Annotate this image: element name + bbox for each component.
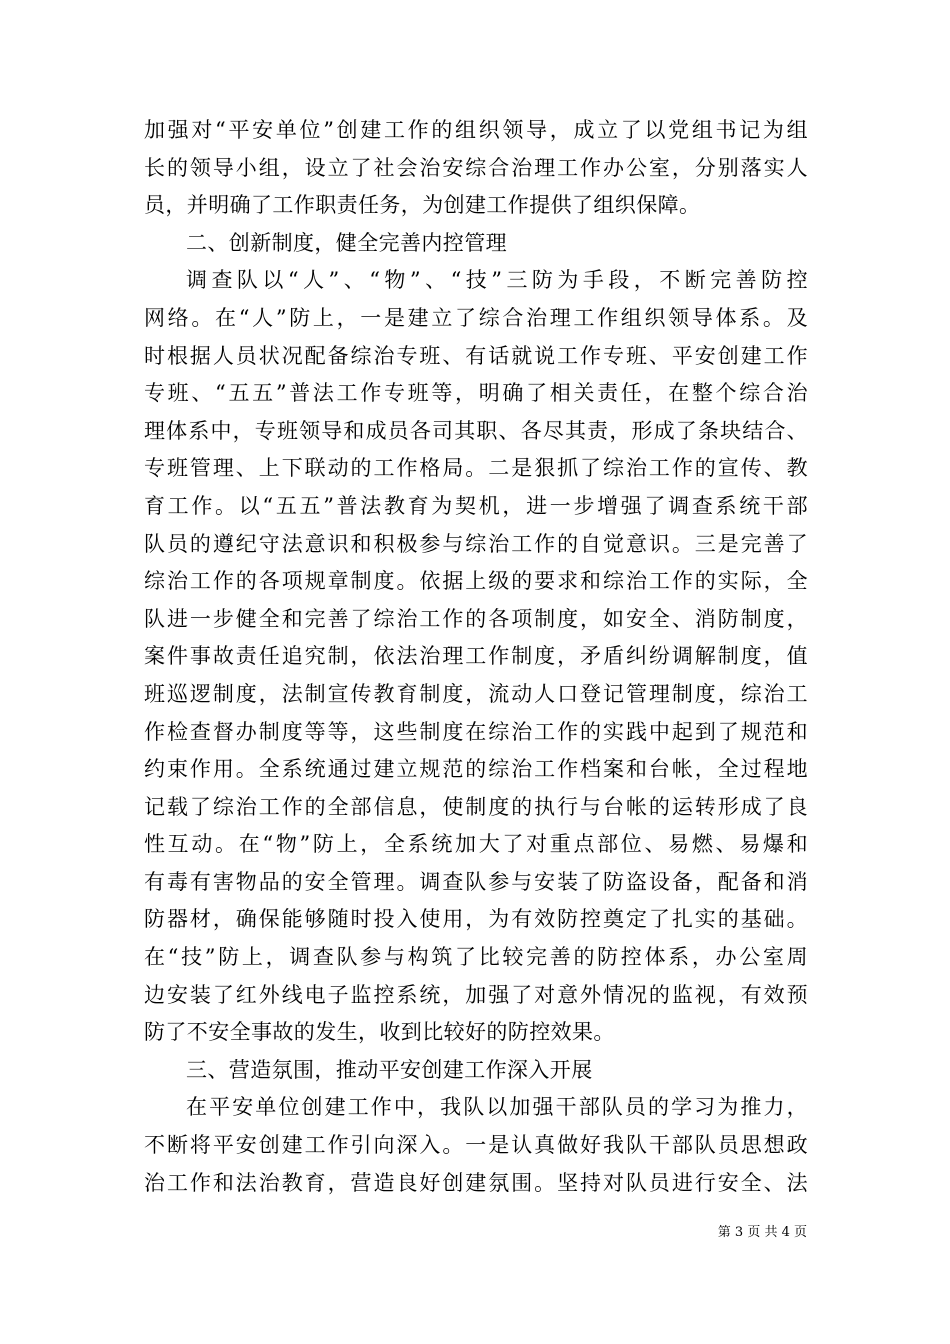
text-line: 防了不安全事故的发生，收到比较好的防控效果。 bbox=[144, 1020, 615, 1045]
text-line: 队进一步健全和完善了综治工作的各项制度，如安全、消防制度， bbox=[144, 606, 808, 631]
text-line: 治工作和法治教育，营造良好创建氛围。坚持对队员进行安全、法 bbox=[144, 1170, 808, 1195]
text-line: 在“技”防上，调查队参与构筑了比较完善的防控体系，办公室周 bbox=[144, 945, 808, 970]
text-line: 时根据人员状况配备综治专班、有话就说工作专班、平安创建工作 bbox=[144, 343, 808, 368]
document-body bbox=[144, 112, 808, 1202]
text-line: 长的领导小组，设立了社会治安综合治理工作办公室，分别落实人 bbox=[144, 155, 808, 180]
section-heading-3: 三、营造氛围，推动平安创建工作深入开展 bbox=[186, 1057, 593, 1082]
text-line: 性互动。在“物”防上，全系统加大了对重点部位、易燃、易爆和 bbox=[144, 832, 808, 857]
text-line: 防器材，确保能够随时投入使用，为有效防控奠定了扎实的基础。 bbox=[144, 907, 808, 932]
text-line: 边安装了红外线电子监控系统，加强了对意外情况的监视，有效预 bbox=[144, 982, 808, 1007]
text-line: 班巡逻制度，法制宣传教育制度，流动人口登记管理制度，综治工 bbox=[144, 681, 808, 706]
text-line: 员，并明确了工作职责任务，为创建工作提供了组织保障。 bbox=[144, 193, 701, 218]
paragraph-start: 调查队以“人”、“物”、“技”三防为手段，不断完善防控 bbox=[186, 268, 808, 293]
page-number: 第 3 页 共 4 页 bbox=[717, 1225, 807, 1240]
text-line: 专班管理、上下联动的工作格局。二是狠抓了综治工作的宣传、教 bbox=[144, 456, 808, 481]
section-heading-2: 二、创新制度，健全完善内控管理 bbox=[186, 230, 507, 255]
text-line: 综治工作的各项规章制度。依据上级的要求和综治工作的实际，全 bbox=[144, 569, 808, 594]
text-line: 不断将平安创建工作引向深入。一是认真做好我队干部队员思想政 bbox=[144, 1133, 808, 1158]
text-line: 网络。在“人”防上，一是建立了综合治理工作组织领导体系。及 bbox=[144, 305, 808, 330]
text-line: 队员的遵纪守法意识和积极参与综治工作的自觉意识。三是完善了 bbox=[144, 531, 808, 556]
text-line: 约束作用。全系统通过建立规范的综治工作档案和台帐，全过程地 bbox=[144, 757, 808, 782]
text-line: 理体系中，专班领导和成员各司其职、各尽其责，形成了条块结合、 bbox=[144, 418, 808, 443]
text-line: 专班、“五五”普法工作专班等，明确了相关责任，在整个综合治 bbox=[144, 381, 808, 406]
text-line: 记载了综治工作的全部信息，使制度的执行与台帐的运转形成了良 bbox=[144, 794, 808, 819]
text-line: 有毒有害物品的安全管理。调查队参与安装了防盗设备，配备和消 bbox=[144, 869, 808, 894]
text-line: 作检查督办制度等等，这些制度在综治工作的实践中起到了规范和 bbox=[144, 719, 808, 744]
text-line: 案件事故责任追究制，依法治理工作制度，矛盾纠纷调解制度，值 bbox=[144, 644, 808, 669]
paragraph-start: 在平安单位创建工作中，我队以加强干部队员的学习为推力， bbox=[186, 1095, 808, 1120]
text-line: 加强对“平安单位”创建工作的组织领导，成立了以党组书记为组 bbox=[144, 118, 808, 142]
text-line: 育工作。以“五五”普法教育为契机，进一步增强了调查系统干部 bbox=[144, 493, 808, 518]
